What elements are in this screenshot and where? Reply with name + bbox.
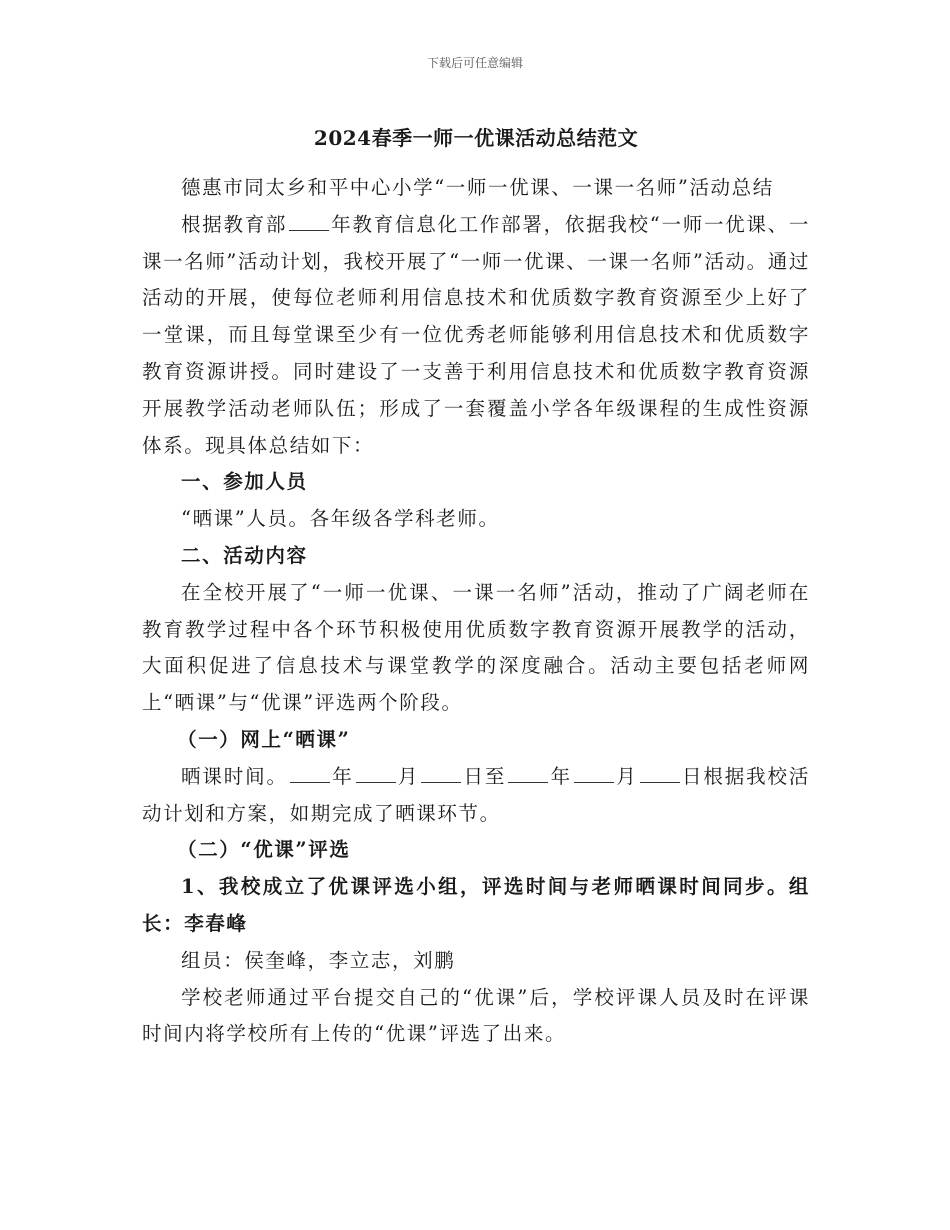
document-body [142,170,810,1053]
intro-text-b: 年教育信息化工作部署，依据我校“一师一优课、一课一名师”活动计划，我校开展了“一师一优课、一课一名师”活动。通过活动的开展，使每位老师利用信息技术和优质数字教育资源至少上好了一堂课，而且每堂课至少有一位优秀老师能够利用信息技术和优质数字教育资源讲授。同时建设了一支善于利用信息技术和优质数字教育资源开展教学活动老师队伍；形成了一套覆盖小学各年级课程的生成性资源体系。现具体总结如下： [142,212,810,457]
sub1-ri2: 日根据我校活动计划和方案，如期完成了晒课环节。 [142,764,810,825]
sub2-heading: （二）“优课”评选 [177,838,351,862]
sub1-yue1: 月 [397,764,420,788]
sub1-nian2: 年 [550,764,572,788]
sub1-yue2: 月 [616,764,638,788]
sub1-heading: （一）网上“晒课” [177,727,351,751]
section2-text: 在全校开展了“一师一优课、一课一名师”活动，推动了广阔老师在教育教学过程中各个环节积极使用优质数字教育资源开展教学的活动，大面积促进了信息技术与课堂教学的深度融合。活动主要包括老师网上“晒课”与“优课”评选两个阶段。 [142,580,810,715]
header-note: 下载后可任意编辑 [426,56,523,70]
date-blank [421,760,461,783]
closing-text: 学校老师通过平台提交自己的“优课”后，学校评课人员及时在评课时间内将学校所有上传的“优课”评选了出来。 [142,985,810,1046]
sub1-text [142,759,810,833]
sub1-text-a: 晒课时间。 [181,764,288,788]
date-blank [290,760,330,783]
date-blank [508,760,548,783]
section1-text: “晒课”人员。各年级各学科老师。 [181,507,500,531]
date-blank [640,760,680,783]
sub1-ri1: 日至 [463,764,507,788]
sub1-nian1: 年 [331,764,354,788]
members-text: 组员：侯奎峰，李立志，刘鹏 [181,948,456,972]
subtitle-paragraph: 德惠市同太乡和平中心小学“一师一优课、一课一名师”活动总结 [181,176,774,199]
intro-text-a: 根据教育部 [181,212,288,236]
section2-heading: 二、活动内容 [181,543,308,567]
document-title: 2024春季一师一优课活动总结范文 [313,126,639,150]
year-blank [289,208,329,231]
section1-heading: 一、参加人员 [181,470,308,494]
date-blank [574,760,614,783]
intro-paragraph [142,207,810,465]
date-blank [356,760,396,783]
item1-text: 1、我校成立了优课评选小组，评选时间与老师晒课时间同步。组长：李春峰 [142,875,810,935]
